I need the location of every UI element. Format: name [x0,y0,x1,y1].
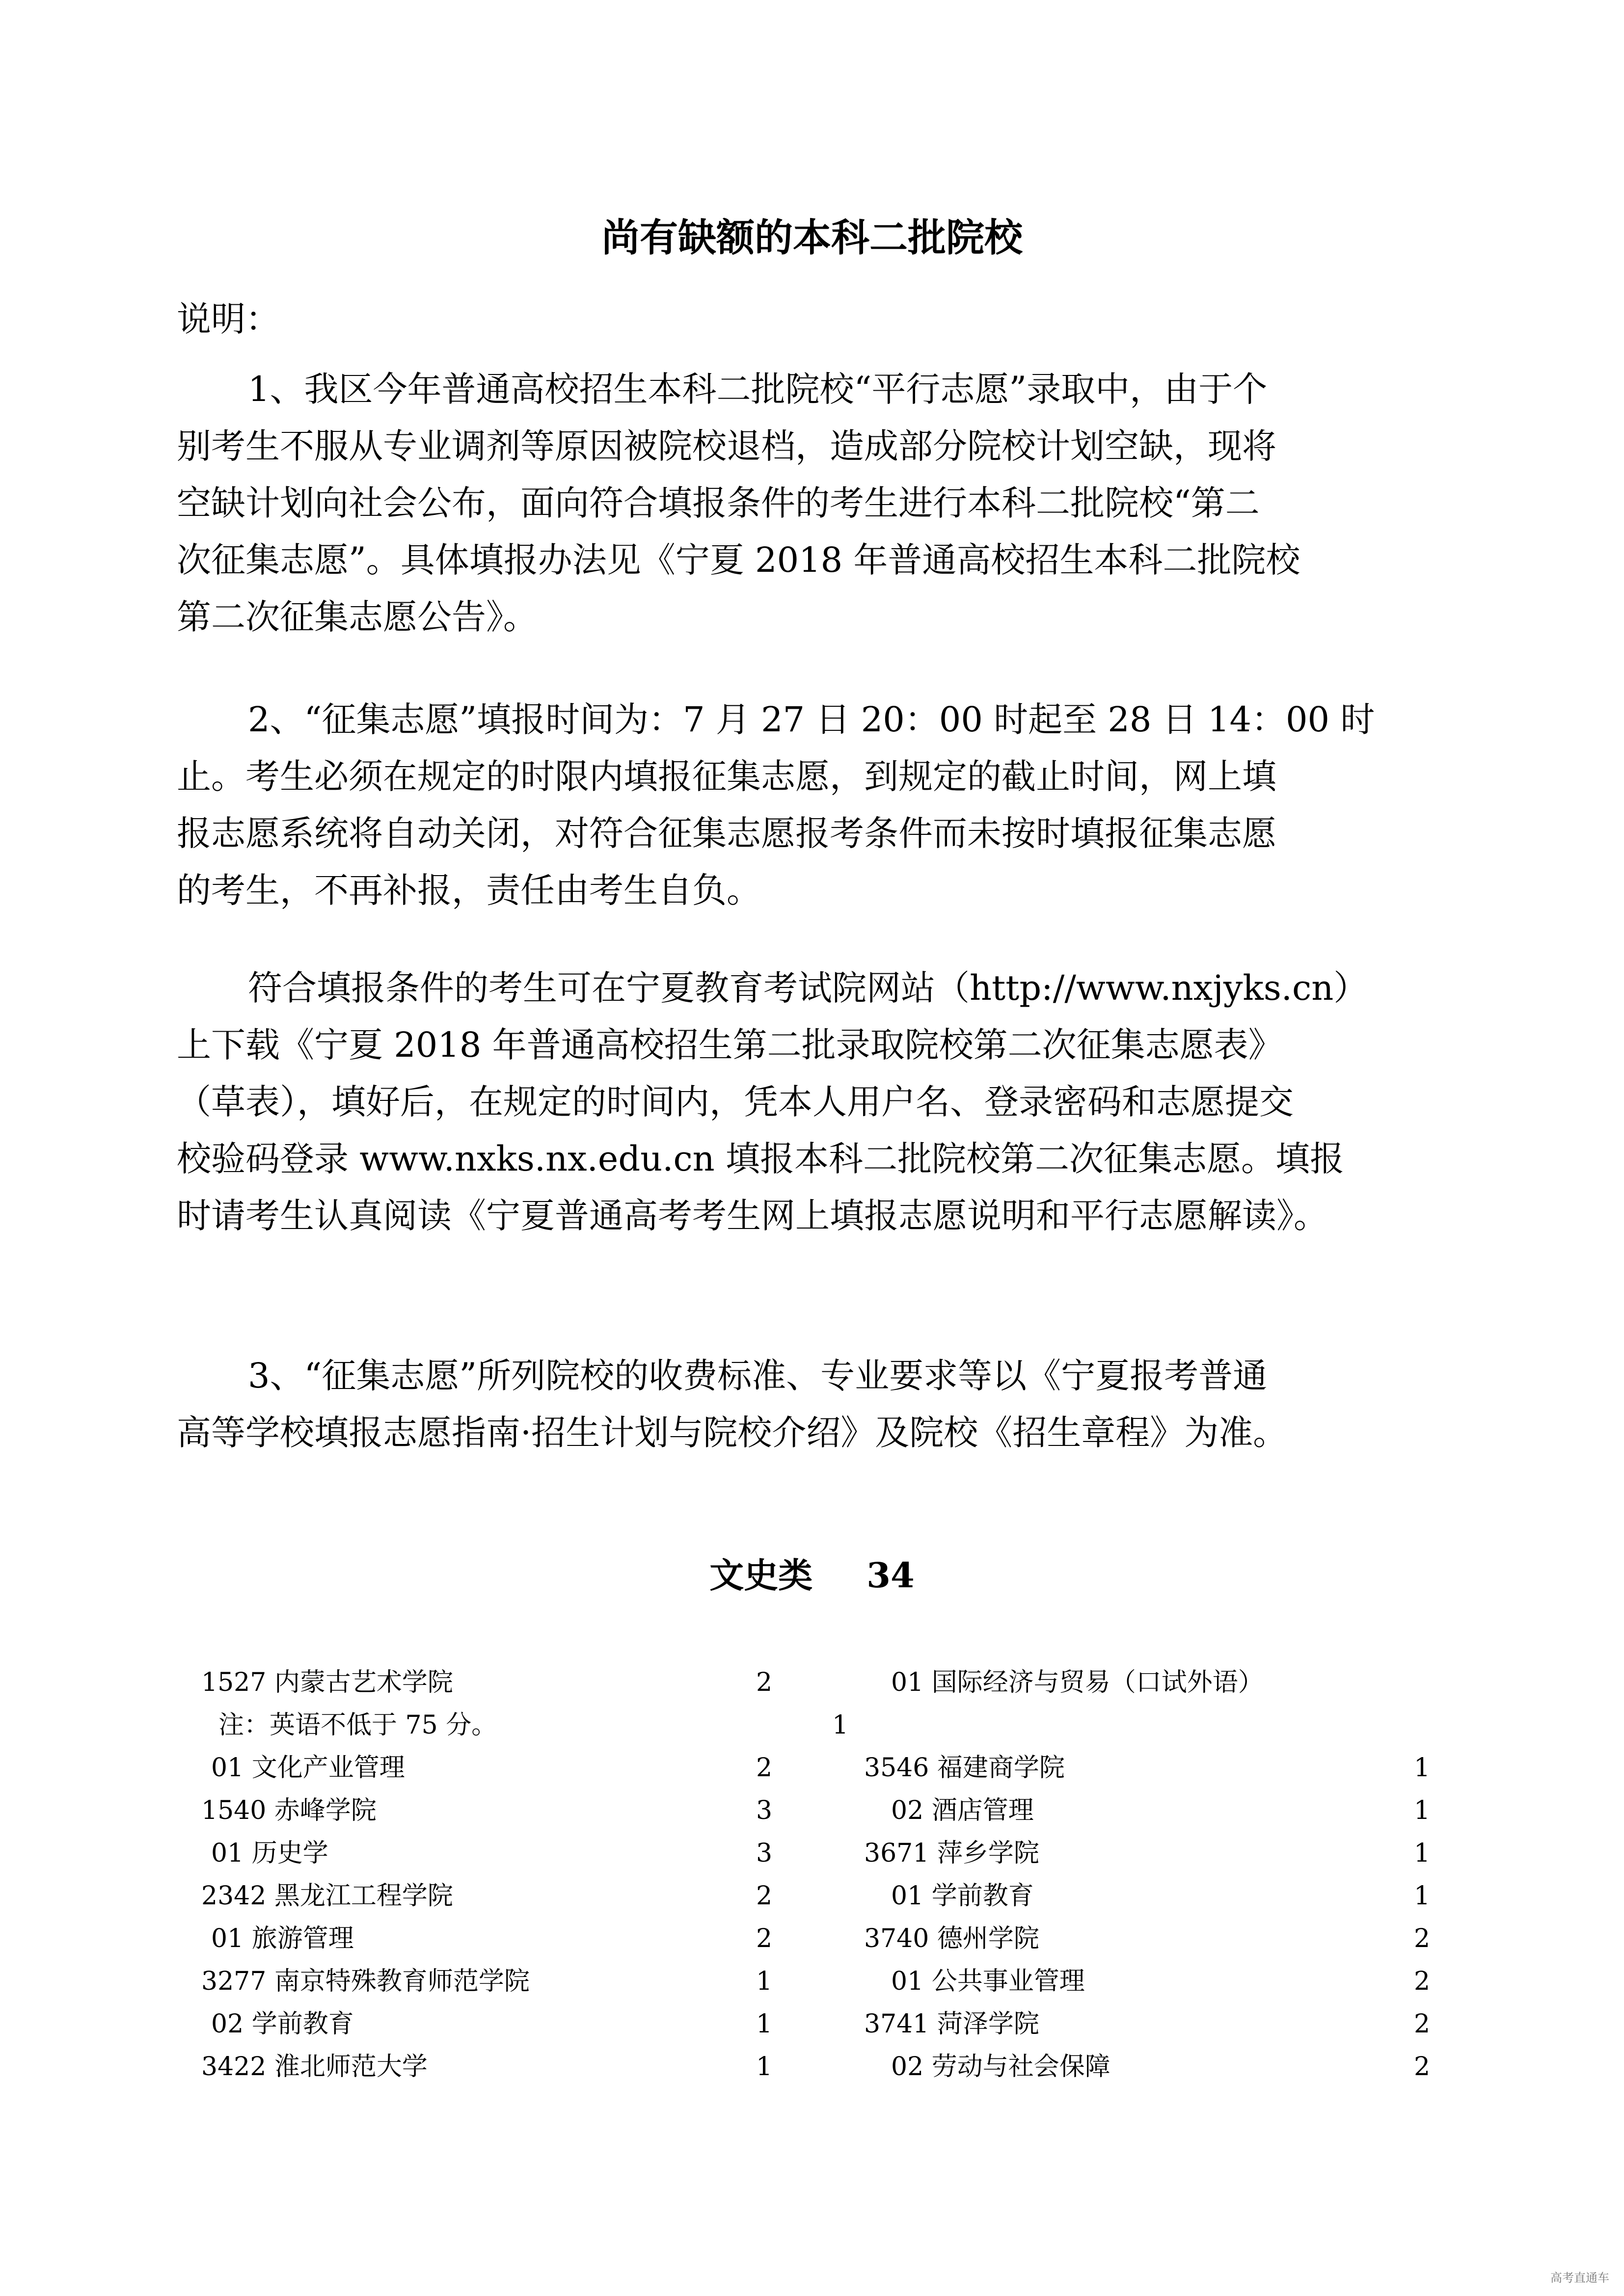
paragraph-line: （草表），填好后，在规定的时间内，凭本人用户名、登录密码和志愿提交 [177,1082,1294,1122]
major-row [201,1747,785,1789]
row-label: 02 学前教育 [211,2009,354,2039]
paragraph-3 [177,960,1453,1244]
page-title: 尚有缺额的本科二批院校 [601,215,1023,260]
row-label: 01 公共事业管理 [891,1967,1085,1996]
major-row [864,2046,1443,2088]
row-label: 01 历史学 [211,1839,328,1868]
row-count: 2 [756,1881,773,1911]
paragraph-line: 次征集志愿”。具体填报办法见《宁夏 2018 年普通高校招生本科二批院校 [177,540,1300,580]
paragraph-line: 报志愿系统将自动关闭，对符合征集志愿报考条件而未按时填报征集志愿 [177,813,1276,854]
row-count: 2 [756,1668,773,1697]
row-label: 3277 南京特殊教育师范学院 [201,1967,530,1996]
school-row [201,2046,785,2088]
right-column [832,1661,1443,2088]
major-row [201,1832,785,1875]
row-label: 3671 萍乡学院 [864,1839,1039,1868]
row-count: 1 [832,1710,849,1740]
paragraph-line: 空缺计划向社会公布，面向符合填报条件的考生进行本科二批院校“第二 [177,483,1260,523]
row-label: 02 劳动与社会保障 [891,2052,1110,2082]
row-label: 01 国际经济与贸易（口试外语） [891,1668,1264,1697]
note-row [201,1704,785,1747]
paragraph-line: 1、我区今年普通高校招生本科二批院校“平行志愿”录取中，由于个 [248,369,1268,409]
row-count: 1 [1414,1753,1431,1783]
row-count: 1 [1414,1796,1431,1825]
row-count: 1 [1414,1881,1431,1911]
paragraph-line: 止。考生必须在规定的时限内填报征集志愿，到规定的截止时间，网上填 [177,756,1276,797]
paragraph-line: 的考生，不再补报，责任由考生自负。 [177,870,761,910]
school-row [864,1747,1443,1789]
note-heading: 说明： [177,299,280,339]
paragraph-4 [177,1347,1453,1461]
row-count: 2 [756,1753,773,1783]
paragraph-line: 3、“征集志愿”所列院校的收费标准、专业要求等以《宁夏报考普通 [248,1356,1268,1396]
section-count: 34 [866,1555,915,1596]
school-row [864,2003,1443,2046]
row-label: 1527 内蒙古艺术学院 [201,1668,453,1697]
school-row [201,1789,785,1832]
watermark: 高考直通车 [1550,2271,1609,2285]
major-row [201,1918,785,1960]
major-row [832,1704,1443,1747]
paragraph-line: 时请考生认真阅读《宁夏普通高考考生网上填报志愿说明和平行志愿解读》。 [177,1196,1328,1236]
row-count: 2 [1414,2009,1431,2039]
row-count: 1 [756,1967,773,1996]
row-label: 01 旅游管理 [211,1924,354,1953]
row-label: 2342 黑龙江工程学院 [201,1881,453,1911]
row-label: 3422 淮北师范大学 [201,2052,428,2082]
paragraph-line: 第二次征集志愿公告》。 [177,597,538,637]
section-name: 文史类 [709,1555,813,1596]
row-label: 3546 福建商学院 [864,1753,1065,1783]
row-count: 3 [756,1839,773,1868]
left-column [201,1661,785,2088]
row-count: 1 [1414,1839,1431,1868]
paragraph-line: 上下载《宁夏 2018 年普通高校招生第二批录取院校第二次征集志愿表》 [177,1025,1283,1065]
row-count: 2 [1414,1967,1431,1996]
row-label: 02 酒店管理 [891,1796,1034,1825]
row-label: 3740 德州学院 [864,1924,1039,1953]
row-label: 3741 菏泽学院 [864,2009,1039,2039]
row-count: 2 [1414,2052,1431,2082]
school-row [201,1875,785,1918]
school-row [201,1661,785,1704]
major-row [864,1875,1443,1918]
row-count: 3 [756,1796,773,1825]
paragraph-line: 符合填报条件的考生可在宁夏教育考试院网站（http://www.nxjyks.cn） [248,968,1368,1008]
row-count: 1 [756,2009,773,2039]
major-row [864,1661,1443,1704]
paragraph-line: 2、“征集志愿”填报时间为：7 月 27 日 20：00 时起至 28 日 14：00 时 [248,699,1375,740]
row-count: 2 [756,1924,773,1953]
row-count: 2 [1414,1924,1431,1953]
row-count: 1 [756,2052,773,2082]
paragraph-1 [177,361,1453,645]
row-label: 1540 赤峰学院 [201,1796,377,1825]
major-row [864,1960,1443,2003]
paragraph-line: 校验码登录 www.nxks.nx.edu.cn 填报本科二批院校第二次征集志愿。填报 [177,1139,1345,1179]
row-label: 01 学前教育 [891,1881,1034,1911]
school-row [864,1832,1443,1875]
row-label: 注：英语不低于 75 分。 [218,1710,497,1740]
school-row [201,1960,785,2003]
row-label: 01 文化产业管理 [211,1753,405,1783]
section-heading [0,1551,1624,1600]
major-row [201,2003,785,2046]
paragraph-2 [177,691,1453,919]
paragraph-line: 高等学校填报志愿指南·招生计划与院校介绍》及院校《招生章程》为准。 [177,1413,1288,1453]
school-row [864,1918,1443,1960]
paragraph-line: 别考生不服从专业调剂等原因被院校退档，造成部分院校计划空缺，现将 [177,426,1276,466]
major-row [864,1789,1443,1832]
